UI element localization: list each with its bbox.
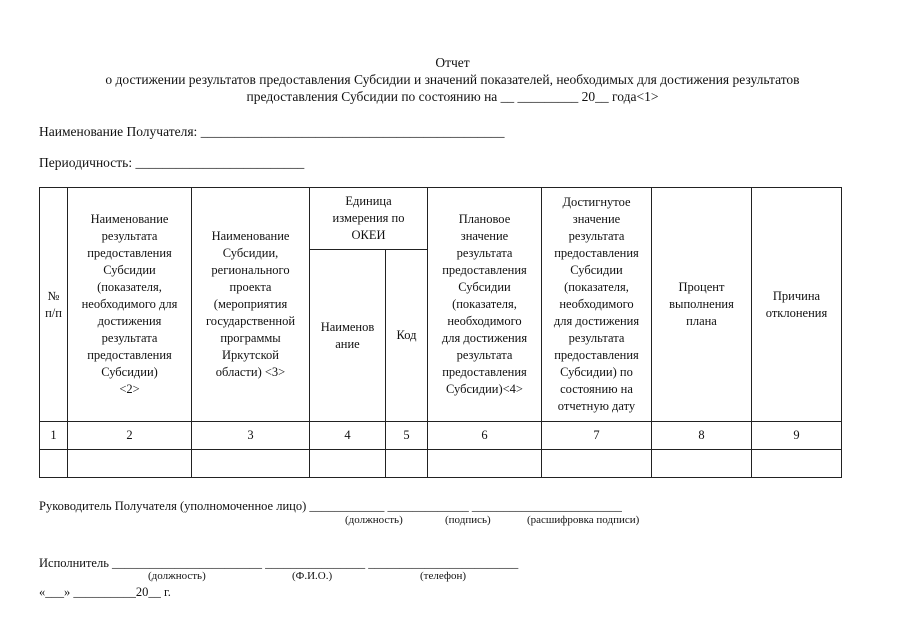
periodicity-label: Периодичность:: [39, 155, 136, 170]
col-header-subsidy-name-text: Наименование Субсидии, регионального проекта (мероприятия государственной программы Иркутской области) <3>: [205, 229, 296, 379]
report-title: Отчет: [435, 55, 470, 70]
table-cell[interactable]: [192, 450, 310, 478]
report-table: [39, 187, 842, 478]
report-subtitle-line-2: предоставления Субсидии по состоянию на __ _________ 20__ года<1>: [246, 89, 659, 104]
recipient-label: Наименование Получателя:: [39, 124, 201, 139]
column-number: 9: [752, 422, 842, 450]
col-header-unit-code-text: Код: [396, 328, 417, 342]
col-header-achieved: [542, 188, 652, 422]
col-header-result-name: [68, 188, 192, 422]
col-header-unit-group: [310, 188, 428, 250]
col-header-planned: [428, 188, 542, 422]
column-number: 6: [428, 422, 542, 450]
report-subtitle-line-1: о достижении результатов предоставления Субсидии и значений показателей, необходимых для достижения результатов: [105, 72, 800, 87]
col-header-unit-code: [386, 250, 428, 422]
col-header-unit-name-text: Наименов ание: [320, 319, 375, 351]
recipient-blank[interactable]: _____________________________________________: [200, 124, 505, 139]
table-row: [40, 450, 842, 478]
head-label: Руководитель Получателя (уполномоченное лицо): [39, 499, 310, 513]
table-cell[interactable]: [386, 450, 428, 478]
column-number: 7: [542, 422, 652, 450]
executor-caption-phone: (телефон): [420, 570, 467, 582]
recipient-row: [39, 124, 504, 140]
col-header-num-text: № п/п: [45, 288, 62, 320]
col-header-subsidy-name: [192, 188, 310, 422]
col-header-reason: [752, 188, 842, 422]
table-cell[interactable]: [542, 450, 652, 478]
col-header-reason-text: Причина отклонения: [765, 288, 828, 320]
table-cell[interactable]: [652, 450, 752, 478]
col-header-achieved-text: Достигнутое значение результата предоставления Субсидии (показателя, необходимого для достижения результата предоставления Субсидии) по состоянию на отчетную дату: [553, 195, 640, 413]
col-header-unit-name: [310, 250, 386, 422]
executor-caption-fio: (Ф.И.О.): [292, 570, 333, 582]
column-number: 5: [386, 422, 428, 450]
periodicity-row: [39, 155, 304, 171]
table-cell[interactable]: [752, 450, 842, 478]
col-header-percent: [652, 188, 752, 422]
date-line[interactable]: «___» __________20__ г.: [39, 585, 171, 599]
executor-blanks[interactable]: ________________________ ________________ ________________________: [112, 556, 519, 570]
column-number: 8: [652, 422, 752, 450]
column-number: 1: [40, 422, 68, 450]
column-number: 3: [192, 422, 310, 450]
column-number: 2: [68, 422, 192, 450]
head-caption-position: (должность): [345, 514, 403, 526]
executor-label: Исполнитель: [39, 556, 113, 570]
col-header-num: [40, 188, 68, 422]
table-cell[interactable]: [68, 450, 192, 478]
column-number: 4: [310, 422, 386, 450]
head-signature-row: [39, 499, 622, 514]
executor-row: [39, 556, 518, 571]
table-cell[interactable]: [310, 450, 386, 478]
executor-caption-position: (должность): [148, 570, 206, 582]
col-header-unit-group-text: Единица измерения по ОКЕИ: [332, 194, 405, 242]
col-header-percent-text: Процент выполнения плана: [669, 280, 734, 328]
table-cell[interactable]: [40, 450, 68, 478]
column-number-row: [40, 422, 842, 450]
head-caption-signature: (подпись): [445, 514, 491, 526]
head-caption-decoding: (расшифровка подписи): [527, 514, 640, 526]
periodicity-blank[interactable]: _________________________: [135, 155, 305, 170]
table-cell[interactable]: [428, 450, 542, 478]
col-header-planned-text: Плановое значение результата предоставления Субсидии (показателя, необходимого для достижения результата предоставления Субсидии)<4>: [441, 212, 528, 396]
head-blanks[interactable]: ____________ _____________ ________________________: [309, 499, 622, 513]
col-header-result-name-text: Наименование результата предоставления Субсидии (показателя, необходимого для достижения результата предоставления Субсидии) <2>: [81, 212, 178, 396]
